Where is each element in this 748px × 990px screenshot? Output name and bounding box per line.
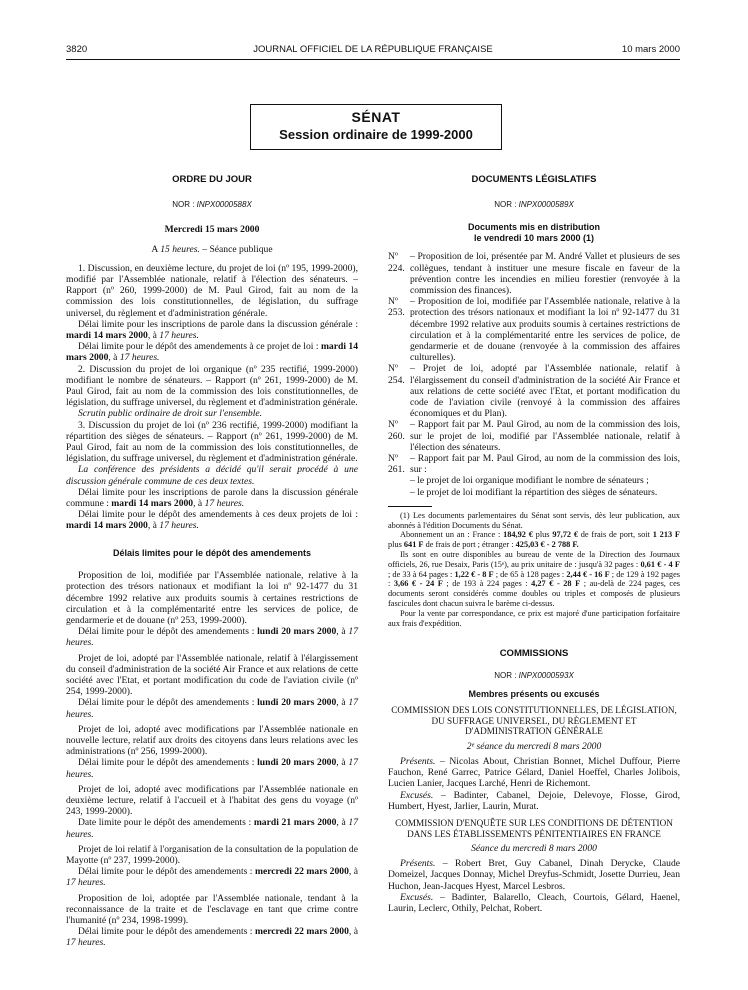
agenda-item-3: 3. Discussion du projet de loi (nº 236 rectifié, 1999-2000) modifiant la répartition des sièges de sénateurs. – Rapport (nº 261, 1999-2000) de M. Paul Girod, fait au nom de la commission des lois constitutionnelles, de législation, du suffrage universel, du règlement et d'administration générale. [66,419,358,465]
nor-line: NOR : INPX0000589X [494,200,574,210]
footnote-prix: Ils sont en outre disponibles au bureau de vente de la Direction des Journaux officiels, 26, rue Desaix, Paris (15ᵉ), au prix unitaire de : jusqu'à 32 pages : 0,61 € - 4 F ; de 33 à 64 pages : 1,22 € - 8 F ; de 65 à 128 pages : 2,44 € - 16 F ; de 129 à 192 pages : 3,66 € - 24 F ; de 193 à 224 pages : 4,27 € - 28 F ; au-delà de 224 pages, ces documents seront considérés comme doubles ou triples et composés de plusieurs fascicules dont chacun suivra le barème ci-dessus. [388,550,681,609]
distribution-line-1: Documents mis en distribution [467,222,600,233]
ordre-du-jour-title: ORDRE DU JOUR [172,174,252,185]
document-description: – Proposition de loi, modifiée par l'Assemblée nationale, relative à la protection des trésors nationaux et modifiant la loi nº 92-1477 du 31 décembre 1992 relative aux produits soumis à certaines restrictions de circulation et à la complémentarité entre les services de police, de gendarmerie et de douane (renvoyée à la commission des affaires culturelles). [410,296,680,364]
page-number: 3820 [66,44,88,55]
documents-title: DOCUMENTS LÉGISLATIFS [471,174,597,185]
document-list [388,251,680,475]
document-description: – Rapport fait par M. Paul Girod, au nom de la commission des lois, sur : [410,453,680,476]
sublist-item: – le projet de loi modifiant la répartition des sièges de sénateurs. [410,486,658,498]
commission-lois-seance: 2ᵉ séance du mercredi 8 mars 2000 [466,740,602,752]
nor-line: NOR : INPX0000588X [172,200,252,210]
left-column [66,174,358,949]
document-description: – Rapport fait par M. Paul Girod, au nom de la commission des lois, sur le projet de loi, modifié par l'Assemblée nationale, relatif à l'élection des sénateurs. [410,419,680,453]
agenda-conference-note: La conférence des présidents a décidé qu'il serait procédé à une discussion générale commune de ces deux textes. [66,464,358,487]
day-heading: Mercredi 15 mars 2000 [164,224,260,236]
commissions-title: COMMISSIONS [499,648,569,660]
delai-entry-1-date: Délai limite pour le dépôt des amendements : lundi 20 mars 2000, à 17 heures. [66,626,358,649]
distribution-line-2: le vendredi 10 mars 2000 (1) [473,232,595,243]
document-number: Nº 261. [388,453,405,476]
agenda-item-3-amend: Délai limite pour le dépôt des amendements à ces deux projets de loi : mardi 14 mars 2000, à 17 heures. [66,509,358,532]
document-description: – Proposition de loi, présentée par M. André Vallet et plusieurs de ses collègues, tendant à instituer une mesure fiscale en faveur de la prévention contre les incendies en milieu forestier (renvoyée à la commission des finances). [410,251,680,297]
document-number: Nº 224. [388,251,405,274]
delai-entry-2-date: Délai limite pour le dépôt des amendements : lundi 20 mars 2000, à 17 heures. [66,697,358,720]
membres-title: Membres présents ou excusés [468,688,600,699]
delai-entry-1: Proposition de loi, modifiée par l'Assemblée nationale, relative à la protection des trésors nationaux et modifiant la loi nº 92-1477 du 31 décembre 1992 relative aux produits soumis à certaines restrictions de circulation et à la complémentarité entre les services de police, de gendarmerie et de douane (nº 253, 1999-2000). [66,570,358,626]
document-number: Nº 253. [388,296,405,319]
document-sublist [388,475,680,497]
agenda-item-2-scrutin: Scrutin public ordinaire de droit sur l'ensemble. [78,408,263,420]
commission-enquete-seance: Séance du mercredi 8 mars 2000 [471,843,597,855]
footnote-rule [388,506,432,507]
delai-entry-5-date: Délai limite pour le dépôt des amendements : mercredi 22 mars 2000, à 17 heures. [66,866,359,889]
commission-lois-excuses: Excusés. – Badinter, Cabanel, Dejoie, Delevoye, Flosse, Girod, Humbert, Hyest, Jarlier, Laurin, Murat. [388,789,680,812]
footnote-1: (1) Les documents parlementaires du Sénat sont servis, dès leur publication, aux abonnés à l'édition Documents du Sénat. [388,510,680,530]
delai-entry-4: Projet de loi, adopté avec modifications par l'Assemblée nationale en deuxième lecture, relatif à l'accueil et à l'habitat des gens du voyage (nº 243, 1999-2000). [66,783,358,818]
sublist-item: – le projet de loi organique modifiant le nombre de sénateurs ; [410,475,649,487]
delai-entry-3-date: Délai limite pour le dépôt des amendements : lundi 20 mars 2000, à 17 heures. [66,757,358,780]
header-rule [66,59,680,60]
document-item [388,363,680,419]
document-number: Nº 260. [388,419,405,442]
commission-enquete-excuses: Excusés. – Badinter, Balarello, Cleach, Courtois, Gélard, Haenel, Laurin, Leclerc, Othily, Pelchat, Robert. [388,891,680,915]
document-item [388,419,680,453]
right-column [388,174,680,914]
footnote-abonnement: Abonnement un an : France : 184,92 € plus 97,72 € de frais de port, soit 1 213 F plus 641 F de frais de port ; étranger : 425,03 € - 2 788 F. [388,530,680,550]
title-session: Session ordinaire de 1999-2000 [279,127,473,142]
commission-lois-title: COMMISSION DES LOIS CONSTITUTIONNELLES, DE LÉGISLATION, DU SUFFRAGE UNIVERSEL, DU RÈGLEMENT ET D'ADMINISTRATION GÉNÉRALE [391,705,677,737]
issue-date: 10 mars 2000 [621,44,680,55]
footnote-correspondance: Pour la vente par correspondance, ce prix est majoré d'une participation forfaitaire aux frais d'expédition. [388,608,680,628]
title-senat: SÉNAT [351,109,401,125]
journal-title: JOURNAL OFFICIEL DE LA RÉPUBLIQUE FRANÇAISE [253,44,493,55]
document-item [388,453,680,475]
delai-entry-2: Projet de loi, adopté par l'Assemblée nationale, relatif à l'élargissement du conseil d'administration de la société Air France et aux relations de cette société avec l'Etat, et portant modification du code de l'aviation civile (nº 254, 1999-2000). [66,652,358,698]
nor-line: NOR : INPX0000593X [494,670,574,680]
delai-entry-6-date: Délai limite pour le dépôt des amendements : mercredi 22 mars 2000, à 17 heures. [66,926,359,949]
document-item [388,296,680,363]
delais-title: Délais limites pour le dépôt des amendements [112,547,312,558]
title-box [250,104,502,150]
document-item [388,251,680,296]
delai-entry-5: Projet de loi relatif à l'organisation de la consultation de la population de Mayotte (nº 237, 1999-2000). [66,843,358,867]
commission-lois-presents: Présents. – Nicolas About, Christian Bonnet, Michel Duffour, Pierre Fauchon, René Garrec, Patrice Gélard, Daniel Hoeffel, Charles Jolibois, Lucien Lanier, Jacques Larché, Henri de Richemont. [388,756,680,790]
agenda-item-3-delai: Délai limite pour les inscriptions de parole dans la discussion générale commune : mardi 14 mars 2000, à 17 heures. [66,486,358,510]
agenda-item-1-amend: Délai limite pour le dépôt des amendements à ce projet de loi : mardi 14 mars 2000, à 17 heures. [66,341,358,364]
delai-entry-4-date: Date limite pour le dépôt des amendements : mardi 21 mars 2000, à 17 heures. [66,817,358,840]
agenda-item-1-delai: Délai limite pour les inscriptions de parole dans la discussion générale : mardi 14 mars 2000, à 17 heures. [66,318,358,342]
document-number: Nº 254. [388,363,405,386]
agenda-item-2: 2. Discussion du projet de loi organique (nº 235 rectifié, 1999-2000) modifiant le nombre de sénateurs. – Rapport (nº 261, 1999-2000) de M. Paul Girod, fait au nom de la commission des lois constitutionnelles, de législation, du suffrage universel, du règlement et d'administration générale. [66,363,358,409]
agenda-item-1: 1. Discussion, en deuxième lecture, du projet de loi (nº 195, 1999-2000), modifié par l'Assemblée nationale, relatif à l'élection des sénateurs. – Rapport (nº 260, 1999-2000) de M. Paul Girod, fait au nom de la commission des lois constitutionnelles, de législation, du suffrage universel, du règlement et d'administration générale. [66,262,358,319]
delai-entry-3: Projet de loi, adopté avec modifications par l'Assemblée nationale en nouvelle lecture, relatif aux droits des citoyens dans leurs relations avec les administrations (nº 256, 1999-2000). [66,723,358,758]
footnotes [388,511,680,629]
page-header [66,44,680,58]
time-line: A 15 heures. – Séance publique [151,243,273,255]
commission-enquete-title: COMMISSION D'ENQUÊTE SUR LES CONDITIONS DE DÉTENTION DANS LES ÉTABLISSEMENTS PÉNITENTIAIRES EN FRANCE [395,818,673,839]
commission-enquete-presents: Présents. – Robert Bret, Guy Cabanel, Dinah Derycke, Claude Domeizel, Jacques Donnay, Michel Dreyfus-Schmidt, Josette Durrieu, Jean Huchon, Jean-Jacques Hyest, Marcel Lesbros. [388,858,680,892]
document-description: – Projet de loi, adopté par l'Assemblée nationale, relatif à l'élargissement du conseil d'administration de la société Air France et aux relations de cette société avec l'Etat, et portant modification du code de l'aviation civile (renvoyé à la commission des affaires économiques et du Plan). [410,363,680,420]
delai-entry-6: Proposition de loi, adoptée par l'Assemblée nationale, tendant à la reconnaissance de la traite et de l'esclavage en tant que crime contre l'humanité (nº 234, 1998-1999). [66,892,358,927]
